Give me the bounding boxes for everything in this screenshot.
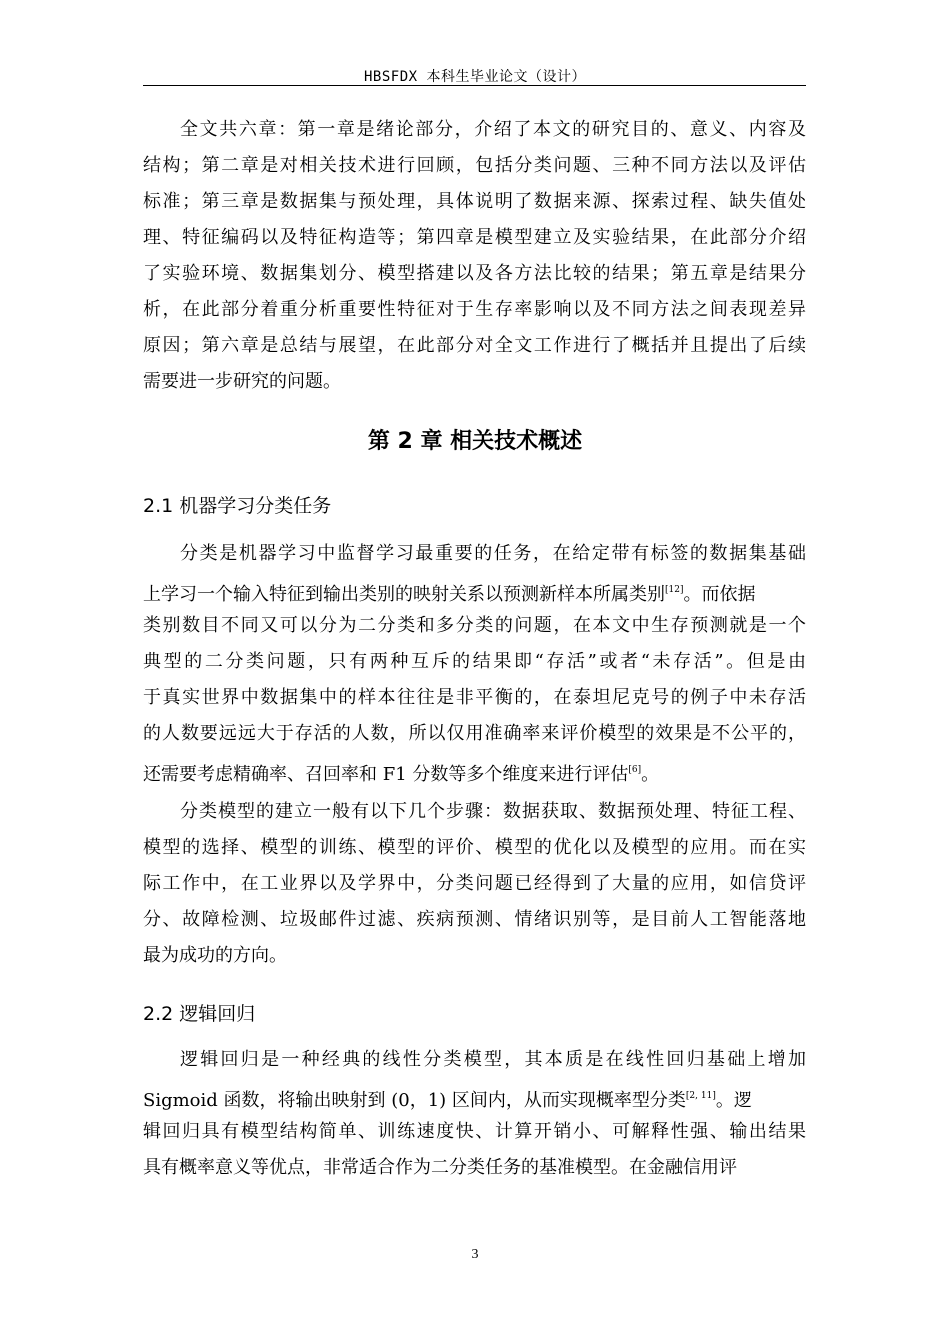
s21-p1-line-5: 于真实世界中数据集中的样本往往是非平衡的，在泰坦尼克号的例子中未存活 [143, 687, 806, 708]
intro-line-8: 需要进一步研究的问题。 [143, 371, 341, 392]
section-2-1-title: 2.1 机器学习分类任务 [143, 495, 332, 517]
chapter-title: 第 2 章 相关技术概述 [367, 429, 583, 454]
s22-p1-line-4: 具有概率意义等优点，非常适合作为二分类任务的基准模型。在金融信用评 [143, 1157, 737, 1178]
header-rule [143, 85, 806, 86]
section-2-2-title: 2.2 逻辑回归 [143, 1003, 256, 1025]
s21-p1-line-6: 的人数要远远大于存活的人数，所以仅用准确率来评价模型的效果是不公平的， [143, 723, 806, 744]
s21-p1-line-7: 还需要考虑精确率、召回率和 F1 分数等多个维度来进行评估[6]。 [143, 764, 660, 785]
intro-line-2: 结构；第二章是对相关技术进行回顾，包括分类问题、三种不同方法以及评估 [143, 155, 806, 176]
s22-p1-line-1: 逻辑回归是一种经典的线性分类模型，其本质是在线性回归基础上增加 [180, 1049, 806, 1070]
s21-p2-line-5: 最为成功的方向。 [143, 945, 287, 966]
s22-p1-line-2: Sigmoid 函数，将输出映射到 (0，1) 区间内，从而实现概率型分类[2, 11]。逻 [143, 1090, 752, 1111]
s21-p2-line-3: 际工作中，在工业界以及学界中，分类问题已经得到了大量的应用，如信贷评 [143, 873, 806, 894]
intro-line-7: 原因；第六章是总结与展望，在此部分对全文工作进行了概括并且提出了后续 [143, 335, 806, 356]
citation: [6] [628, 765, 642, 775]
citation: [12] [665, 585, 684, 595]
intro-line-4: 理、特征编码以及特征构造等；第四章是模型建立及实验结果，在此部分介绍 [143, 227, 806, 248]
s22-p1-line-3: 辑回归具有模型结构简单、训练速度快、计算开销小、可解释性强、输出结果 [143, 1121, 806, 1142]
s21-p2-line-1: 分类模型的建立一般有以下几个步骤：数据获取、数据预处理、特征工程、 [180, 801, 806, 822]
s21-p2-line-2: 模型的选择、模型的训练、模型的评价、模型的优化以及模型的应用。而在实 [143, 837, 806, 858]
intro-line-5: 了实验环境、数据集划分、模型搭建以及各方法比较的结果；第五章是结果分 [143, 263, 806, 284]
s21-p1-line-2: 上学习一个输入特征到输出类别的映射关系以预测新样本所属类别[12]。而依据 [143, 584, 756, 605]
s21-p1-line-4: 典型的二分类问题，只有两种互斥的结果即“存活”或者“未存活”。但是由 [143, 651, 806, 672]
s21-p2-line-4: 分、故障检测、垃圾邮件过滤、疾病预测、情绪识别等，是目前人工智能落地 [143, 909, 806, 930]
running-header: HBSFDX 本科生毕业论文（设计） [363, 69, 586, 85]
citation: [2, 11] [685, 1091, 716, 1101]
intro-line-1: 全文共六章：第一章是绪论部分，介绍了本文的研究目的、意义、内容及 [180, 119, 806, 140]
intro-line-3: 标准；第三章是数据集与预处理，具体说明了数据来源、探索过程、缺失值处 [143, 191, 806, 212]
page-number: 3 [471, 1247, 479, 1262]
intro-line-6: 析，在此部分着重分析重要性特征对于生存率影响以及不同方法之间表现差异 [143, 299, 806, 320]
s21-p1-line-1: 分类是机器学习中监督学习最重要的任务，在给定带有标签的数据集基础 [180, 543, 806, 564]
s21-p1-line-3: 类别数目不同又可以分为二分类和多分类的问题，在本文中生存预测就是一个 [143, 615, 806, 636]
